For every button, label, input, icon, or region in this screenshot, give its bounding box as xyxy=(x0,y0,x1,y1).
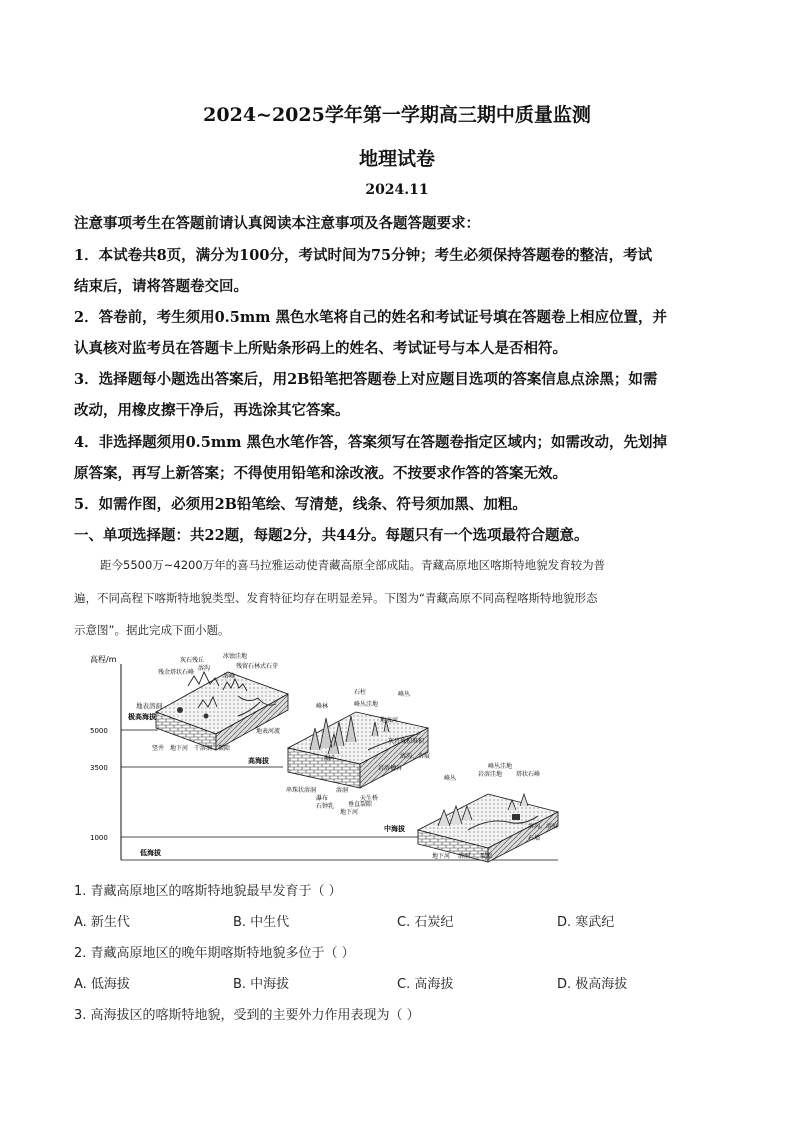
label: 裂隙 xyxy=(480,853,493,860)
label: 干溶洞 xyxy=(194,745,213,752)
label: 地下河 xyxy=(340,809,359,816)
label: 串珠状溶洞 xyxy=(286,787,317,794)
question-2: 2. 青藏高原地区的晚年期喀斯特地貌多位于（ ） xyxy=(74,946,355,961)
label: 天生桥 xyxy=(360,795,379,802)
label: 瀑布 xyxy=(316,795,329,802)
y-tick-1000: 1000 xyxy=(90,834,108,842)
question-1: 1. 青藏高原地区的喀斯特地貌最早发育于（ ） xyxy=(74,884,342,899)
label: 裂隙 xyxy=(218,745,231,752)
label: 塔状石峰 xyxy=(516,771,541,778)
section-heading: 一、单项选择题：共22题，每题2分，共44分。每题只有一个选项最符合题意。 xyxy=(74,527,589,544)
label: 溶沟、溶痕 xyxy=(528,823,559,830)
notice-line: 5．如需作图，必须用2B铅笔绘、写清楚，线条、符号须加黑、加粗。 xyxy=(74,496,527,513)
passage-line: 遍，不同高程下喀斯特地貌类型、发育特征均存在明显差异。下图为“青藏高原不同高程喀斯特地貌形态 xyxy=(74,591,598,605)
notice-line: 1．本试卷共8页，满分为100分，考试时间为75分钟；考生必须保持答题卷的整洁，考试 xyxy=(74,247,653,264)
option-d[interactable]: D. 寒武纪 xyxy=(557,915,615,930)
notice-heading: 注意事项考生在答题前请认真阅读本注意事项及各题答题要求： xyxy=(74,215,480,232)
label: 溶洞 xyxy=(336,787,349,794)
zone-label-low: 低海拔 xyxy=(140,849,161,857)
y-axis-label: 高程/m xyxy=(90,655,117,664)
option-c[interactable]: C. 石炭纪 xyxy=(397,915,454,930)
notice-line: 结束后，请将答题卷交回。 xyxy=(74,278,248,295)
exam-date: 2024.11 xyxy=(365,182,429,198)
notice-line: 改动，用橡皮擦干净后，再选涂其它答案。 xyxy=(74,402,350,419)
label: 灰石残丘 xyxy=(180,657,205,664)
label: 地下河 xyxy=(170,745,189,752)
label: 峰丛 xyxy=(444,775,457,782)
label: 溶峰 xyxy=(223,673,236,680)
label: 峰林 xyxy=(316,703,329,710)
option-b[interactable]: B. 中生代 xyxy=(233,915,290,930)
option-b[interactable]: B. 中海拔 xyxy=(233,977,290,992)
zone-label-mid: 中海拔 xyxy=(384,825,405,833)
notice-line: 3．选择题每小题选出答案后，用2B铅笔把答题卷上对应题目选项的答案信息点涂黑；如需 xyxy=(74,371,658,388)
option-c[interactable]: C. 高海拔 xyxy=(397,977,454,992)
label: 残留石林式石芽 xyxy=(236,663,279,670)
question-3: 3. 高海拔区的喀斯特地貌，受到的主要外力作用表现为（ ） xyxy=(74,1008,420,1023)
label: 灰岩残积堆积 xyxy=(388,738,425,745)
exam-subject: 地理试卷 xyxy=(358,148,435,170)
label: 岩溶洼地 xyxy=(478,771,503,778)
label: 残余塔状石峰 xyxy=(158,669,195,676)
label: 地下河 xyxy=(432,853,451,860)
notice-line: 原答案，再写上新答案；不得使用铅笔和涂改液。不按要求作答的答案无效。 xyxy=(74,465,567,482)
option-d[interactable]: D. 极高海拔 xyxy=(557,977,628,992)
label: 溶洞 xyxy=(458,853,471,860)
label: 石柱 xyxy=(354,689,367,696)
y-tick-5000: 5000 xyxy=(90,727,108,735)
block-very-high-altitude xyxy=(156,672,288,750)
notice-line: 2．答卷前，考生须用0.5mm 黑色水笔将自己的姓名和考试证号填在答题卷上相应位置，并 xyxy=(74,309,668,326)
label: 地表河 xyxy=(380,717,399,724)
zone-label-high: 高海拔 xyxy=(248,757,269,765)
notice-line: 4．非选择题须用0.5mm 黑色水笔作答，答案须写在答题卷指定区域内；如需改动，先划掉 xyxy=(74,434,668,451)
label: 溶沟、溶痕 xyxy=(400,753,431,760)
passage-line: 示意图”。据此完成下面小题。 xyxy=(74,623,230,637)
notice-line: 认真核对监考员在答题卡上所贴条形码上的姓名、考试证号与本人是否相符。 xyxy=(74,340,567,357)
label: 岩溶槽谷 xyxy=(378,765,403,772)
label: 峰丛洼地 xyxy=(354,701,379,708)
y-tick-3500: 3500 xyxy=(90,764,108,772)
label: 石钟乳 xyxy=(316,803,335,810)
label: 溶沟 xyxy=(198,665,211,672)
option-a[interactable]: A. 新生代 xyxy=(74,915,130,930)
karst-landform-diagram xyxy=(88,650,568,872)
label: 峰丛 xyxy=(398,691,411,698)
label: 地表溶洞 xyxy=(136,702,162,710)
exam-title: 2024~2025学年第一学期高三期中质量监测 xyxy=(203,104,591,126)
label: 地表河流 xyxy=(256,728,281,735)
label: 峰丛洼地 xyxy=(488,763,513,770)
block-high-altitude xyxy=(288,712,431,788)
label: 竖井 xyxy=(152,745,165,752)
label: 漏斗 xyxy=(324,755,337,762)
zone-label-very-high: 极高海拔 xyxy=(128,713,156,721)
label: 冰蚀洼地 xyxy=(223,653,248,660)
option-a[interactable]: A. 低海拔 xyxy=(74,977,130,992)
label: 垂直裂隙 xyxy=(348,801,373,808)
passage-line: 距今5500万~4200万年的喜马拉雅运动使青藏高原全部成陆。青藏高原地区喀斯特地貌发育较为普 xyxy=(100,558,606,572)
label: 石墙 xyxy=(528,835,541,842)
